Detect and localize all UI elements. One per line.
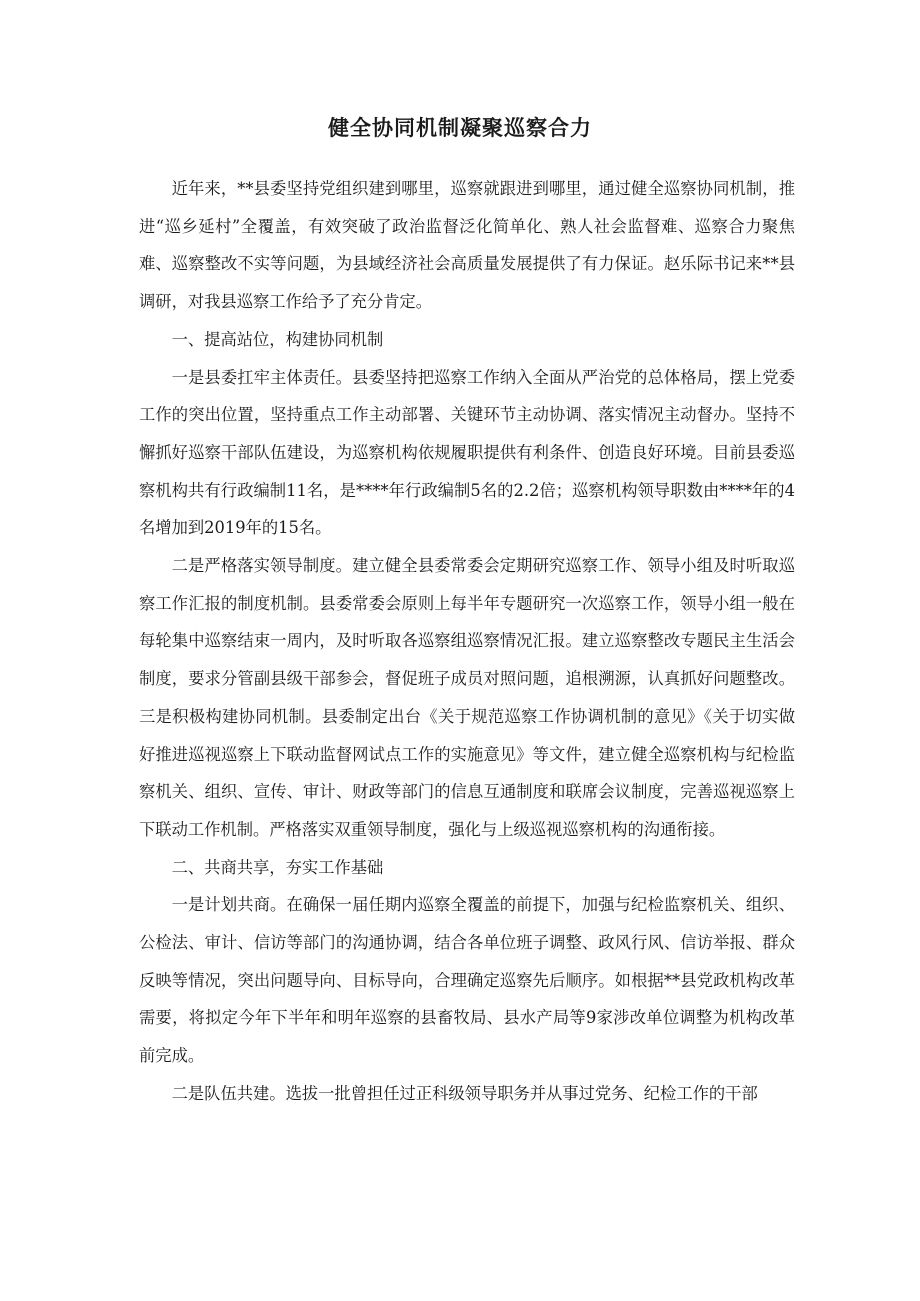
paragraph-leadership-system: 二是严格落实领导制度。建立健全县委常委会定期研究巡察工作、领导小组及时听取巡察工作汇报的制度机制。县委常委会原则上每半年专题研究一次巡察工作，领导小组一般在每轮集中巡察结束一周内，及时听取各巡察组巡察情况汇报。建立巡察整改专题民主生活会制度，要求分管副县级干部参会，督促班子成员对照问题，追根溯源，认真抓好问题整改。三是积极构建协同机制。县委制定出台《关于规范巡察工作协调机制的意见》《关于切实做好推进巡视巡察上下联动监督网试点工作的实施意见》等文件，建立健全巡察机构与纪检监察机关、组织、宣传、审计、财政等部门的信息互通制度和联席会议制度，完善巡视巡察上下联动工作机制。严格落实双重领导制度，强化与上级巡视巡察机构的沟通衔接。 [139, 556, 795, 839]
paragraph-county-responsibility: 一是县委扛牢主体责任。县委坚持把巡察工作纳入全面从严治党的总体格局，摆上党委工作的突出位置，坚持重点工作主动部署、关键环节主动协调、落实情况主动督办。坚持不懈抓好巡察干部队伍建设，为巡察机构依规履职提供有利条件、创造良好环境。目前县委巡察机构共有行政编制11名，是****年行政编制5名的2.2倍；巡察机构领导职数由****年的4名增加到2019年的15名。 [139, 367, 795, 538]
section-heading-1: 一、提高站位，构建协同机制 [171, 329, 384, 349]
paragraph-team-building: 二是队伍共建。选拔一批曾担任过正科级领导职务并从事过党务、纪检工作的干部 [171, 1083, 758, 1103]
paragraph-plan-consultation: 一是计划共商。在确保一届任期内巡察全覆盖的前提下，加强与纪检监察机关、组织、公检法、审计、信访等部门的沟通协调，结合各单位班子调整、政风行风、信访举报、群众反映等情况，突出问题导向、目标导向，合理确定巡察先后顺序。如根据**县党政机构改革需要，将拟定今年下半年和明年巡察的县畜牧局、县水产局等9家涉改单位调整为机构改革前完成。 [139, 895, 795, 1066]
section-heading-2: 二、共商共享，夯实工作基础 [171, 857, 384, 877]
document-body [139, 170, 795, 1113]
document-title: 健全协同机制凝聚巡察合力 [328, 116, 592, 140]
paragraph-intro: 近年来，**县委坚持党组织建到哪里，巡察就跟进到哪里，通过健全巡察协同机制，推进“巡乡延村”全覆盖，有效突破了政治监督泛化简单化、熟人社会监督难、巡察合力聚焦难、巡察整改不实等问题，为县域经济社会高质量发展提供了有力保证。赵乐际书记来**县调研，对我县巡察工作给予了充分肯定。 [139, 179, 795, 312]
